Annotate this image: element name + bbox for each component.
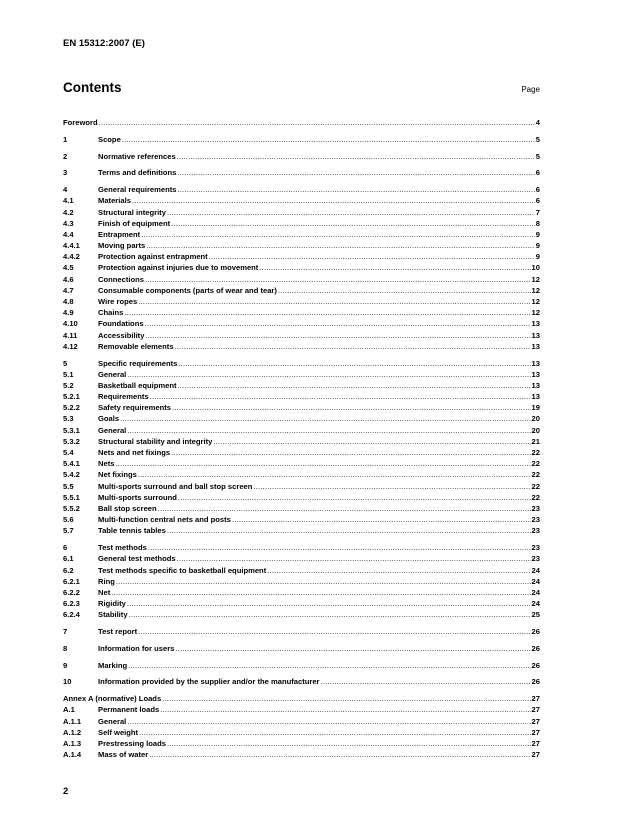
dot-leader: [127, 598, 531, 609]
toc-entry-number: 5.5.1: [63, 492, 80, 502]
toc-entry-number: 4.4: [63, 229, 74, 239]
dot-leader: [127, 369, 530, 380]
dot-leader: [177, 553, 531, 564]
dot-leader: [175, 341, 531, 352]
dot-leader: [116, 576, 531, 587]
toc-entry-page: 5: [535, 134, 540, 144]
toc-entry-title: Multi-sports surround: [98, 492, 177, 502]
toc-entry-title: Multi-sports surround and ball stop screen: [98, 481, 253, 491]
toc-entry-number: 5.4.1: [63, 459, 80, 469]
toc-entry-number: 6.2: [63, 565, 74, 575]
toc-entry-title: Removable elements: [98, 341, 174, 351]
toc-entry-title: Safety requirements: [98, 403, 172, 413]
toc-entry-page: 23: [531, 503, 540, 513]
toc-entry-title: Foundations: [98, 319, 144, 329]
toc-entry[interactable]: [63, 330, 540, 341]
toc-entry-title: Structural integrity: [98, 207, 166, 217]
toc-entry[interactable]: [63, 514, 540, 525]
toc-entry-number: 10: [63, 677, 72, 687]
toc-entry-title: General: [98, 716, 127, 726]
toc-entry-number: 4.10: [63, 319, 78, 329]
toc-entry-title: Ring: [98, 576, 115, 586]
dot-leader: [138, 626, 530, 637]
toc-entry-page: 20: [531, 414, 540, 424]
toc-entry-page: 25: [531, 610, 540, 620]
toc-entry-title: Self weight: [98, 727, 139, 737]
toc-entry-title: General: [98, 369, 127, 379]
document-id: EN 15312:2007 (E): [63, 38, 145, 49]
toc-entry-page: 27: [531, 716, 540, 726]
toc-entry[interactable]: [63, 117, 540, 128]
dot-leader: [129, 609, 531, 620]
toc-entry-page: 21: [531, 436, 540, 446]
dot-leader: [213, 436, 530, 447]
toc-entry-number: 4.6: [63, 274, 74, 284]
toc-entry[interactable]: [63, 436, 540, 447]
toc-entry[interactable]: [63, 307, 540, 318]
dot-leader: [171, 218, 535, 229]
toc-entry-number: 4.12: [63, 341, 78, 351]
toc-entry[interactable]: [63, 274, 540, 285]
toc-entry[interactable]: [63, 318, 540, 329]
toc-entry-title: Finish of equipment: [98, 218, 171, 228]
toc-entry-page: 10: [531, 263, 540, 273]
toc-entry-page: 20: [531, 425, 540, 435]
toc-entry[interactable]: [63, 447, 540, 458]
dot-leader: [278, 285, 531, 296]
dot-leader: [167, 738, 531, 749]
toc-entry-title: Net: [98, 587, 111, 597]
toc-entry-title: Structural stability and integrity: [98, 436, 213, 446]
toc-entry-page: 19: [531, 403, 540, 413]
dot-leader: [111, 587, 530, 598]
toc-entry-number: 4: [63, 185, 68, 195]
toc-entry-page: 5: [535, 151, 540, 161]
dot-leader: [175, 643, 530, 654]
toc-entry-page: 27: [531, 705, 540, 715]
toc-entry[interactable]: [63, 738, 540, 749]
toc-entry-page: 22: [531, 492, 540, 502]
toc-entry-page: 12: [531, 297, 540, 306]
dot-leader: [160, 704, 530, 715]
toc-entry-title: Scope: [98, 134, 121, 144]
toc-entry-number: 6.2.1: [63, 576, 80, 586]
toc-entry-number: 3: [63, 168, 68, 178]
toc-entry[interactable]: [63, 503, 540, 514]
toc-entry-number: A.1.2: [63, 727, 82, 737]
toc-entry[interactable]: [63, 195, 540, 206]
toc-entry-page: 6: [535, 168, 540, 178]
toc-entry[interactable]: [63, 229, 540, 240]
toc-entry[interactable]: [63, 525, 540, 536]
toc-entry-title: Materials: [98, 196, 131, 206]
toc-entry[interactable]: [63, 391, 540, 402]
toc-entry-page: 13: [531, 369, 540, 379]
toc-entry[interactable]: [63, 576, 540, 587]
toc-entry-number: A.1.4: [63, 750, 82, 760]
toc-entry-page: 24: [531, 587, 540, 597]
toc-entry-number: 4.7: [63, 285, 74, 295]
dot-leader: [145, 318, 531, 329]
toc-entry[interactable]: [63, 704, 540, 715]
dot-leader: [167, 207, 535, 218]
toc-entry[interactable]: [63, 716, 540, 727]
dot-leader: [167, 525, 531, 536]
toc-entry-title: General requirements: [98, 185, 177, 195]
toc-entry-page: 22: [531, 470, 540, 480]
toc-entry-number: A.1.3: [63, 738, 82, 748]
toc-entry-title: General: [98, 425, 127, 435]
toc-entry[interactable]: [63, 296, 540, 307]
toc-entry[interactable]: [63, 425, 540, 436]
dot-leader: [99, 117, 535, 128]
dot-leader: [253, 481, 530, 492]
toc-entry-title: Prestressing loads: [98, 738, 166, 748]
dot-leader: [138, 296, 530, 307]
toc-entry-number: 4.2: [63, 207, 74, 217]
toc-entry-page: 22: [531, 481, 540, 491]
dot-leader: [138, 469, 531, 480]
dot-leader: [132, 195, 535, 206]
toc-entry-number: 5.6: [63, 515, 74, 525]
toc-entry-title: Normative references: [98, 151, 176, 161]
toc-entry-page: 8: [535, 218, 540, 228]
toc-entry-number: 5.2.1: [63, 392, 80, 402]
toc-entry-title: Mass of water: [98, 750, 149, 760]
toc-entry[interactable]: [63, 151, 540, 162]
toc-entry-page: 24: [531, 599, 540, 609]
toc-entry-number: 5.4.2: [63, 470, 80, 480]
toc-entry-page: 27: [531, 738, 540, 748]
toc-entry-title: Protection against entrapment: [98, 252, 208, 262]
dot-leader: [141, 229, 535, 240]
toc-entry-number: 8: [63, 643, 68, 653]
toc-entry-number: 5.3.2: [63, 436, 80, 446]
toc-entry[interactable]: [63, 492, 540, 503]
toc-entry[interactable]: [63, 207, 540, 218]
page-number: 2: [63, 786, 69, 797]
toc-entry[interactable]: [63, 749, 540, 760]
toc-entry[interactable]: [63, 693, 540, 704]
dot-leader: [139, 727, 530, 738]
dot-leader: [150, 391, 531, 402]
toc-entry-number: 6.2.2: [63, 587, 80, 597]
toc-entry[interactable]: [63, 598, 540, 609]
toc-entry-page: 4: [535, 118, 540, 127]
toc-entry-number: A.1: [63, 705, 75, 715]
dot-leader: [124, 307, 530, 318]
toc-entry-page: 12: [531, 274, 540, 284]
toc-entry-page: 22: [531, 459, 540, 469]
page-title: Contents: [63, 80, 122, 95]
toc-entry-title: Net fixings: [98, 470, 137, 480]
toc-entry-number: 4.1: [63, 196, 74, 206]
toc-entry-page: 6: [535, 185, 540, 195]
table-of-contents: [63, 117, 540, 760]
toc-entry-page: 13: [531, 330, 540, 340]
toc-entry-number: 5.5.2: [63, 503, 80, 513]
toc-entry[interactable]: [63, 676, 540, 687]
toc-entry-page: 13: [531, 392, 540, 402]
toc-entry-page: 23: [531, 526, 540, 536]
dot-leader: [232, 514, 531, 525]
toc-entry[interactable]: [63, 358, 540, 369]
toc-entry[interactable]: [63, 341, 540, 352]
toc-entry-title: Consumable components (parts of wear and tear): [98, 285, 277, 295]
dot-leader: [120, 413, 530, 424]
toc-entry[interactable]: [63, 184, 540, 195]
toc-entry[interactable]: [63, 251, 540, 262]
toc-entry-page: 23: [531, 554, 540, 564]
toc-entry-title: Entrapment: [98, 229, 141, 239]
dot-leader: [115, 458, 530, 469]
dot-leader: [259, 262, 530, 273]
toc-entry-page: 12: [531, 308, 540, 318]
dot-leader: [128, 660, 530, 671]
toc-entry-title: Requirements: [98, 392, 149, 402]
toc-entry-page: 26: [531, 677, 540, 687]
toc-entry[interactable]: [63, 167, 540, 178]
dot-leader: [158, 503, 531, 514]
toc-entry-title: Annex A (normative) Loads: [63, 694, 162, 704]
toc-entry[interactable]: [63, 134, 540, 145]
toc-entry-title: General test methods: [98, 554, 176, 564]
toc-entry[interactable]: [63, 380, 540, 391]
toc-entry-title: Specific requirements: [98, 358, 178, 368]
toc-entry-page: 6: [535, 196, 540, 206]
toc-entry-page: 9: [535, 252, 540, 262]
toc-entry-number: 6: [63, 543, 68, 553]
toc-entry[interactable]: [63, 587, 540, 598]
toc-entry[interactable]: [63, 481, 540, 492]
toc-entry[interactable]: [63, 626, 540, 637]
toc-entry-number: 5.1: [63, 369, 74, 379]
toc-entry-number: 4.4.2: [63, 252, 80, 262]
toc-entry-title: Marking: [98, 660, 128, 670]
toc-entry-title: Foreword: [63, 118, 98, 127]
toc-entry-number: 2: [63, 151, 68, 161]
toc-entry-number: 4.9: [63, 308, 74, 318]
toc-entry-title: Test methods specific to basketball equipment: [98, 565, 267, 575]
toc-entry-title: Nets and net fixings: [98, 448, 171, 458]
dot-leader: [178, 184, 535, 195]
toc-entry-title: Wire ropes: [98, 297, 138, 306]
toc-entry-number: 5.4: [63, 448, 74, 458]
toc-entry[interactable]: [63, 609, 540, 620]
toc-entry[interactable]: [63, 402, 540, 413]
toc-entry-number: 1: [63, 134, 68, 144]
toc-entry-number: 5: [63, 358, 68, 368]
toc-entry[interactable]: [63, 240, 540, 251]
toc-entry-page: 26: [531, 643, 540, 653]
dot-leader: [127, 425, 530, 436]
toc-entry-number: 9: [63, 660, 68, 670]
dot-leader: [127, 716, 530, 727]
toc-entry-page: 12: [531, 285, 540, 295]
dot-leader: [148, 542, 531, 553]
dot-leader: [209, 251, 535, 262]
toc-entry-title: Protection against injuries due to movement: [98, 263, 259, 273]
dot-leader: [321, 676, 531, 687]
toc-entry-number: 4.4.1: [63, 241, 80, 251]
toc-entry-page: 24: [531, 565, 540, 575]
toc-entry-number: 6.1: [63, 554, 74, 564]
toc-entry-page: 13: [531, 358, 540, 368]
toc-entry[interactable]: [63, 413, 540, 424]
dot-leader: [146, 240, 535, 251]
toc-entry-page: 23: [531, 543, 540, 553]
dot-leader: [172, 402, 531, 413]
toc-entry-page: 27: [531, 694, 540, 704]
toc-entry-title: Nets: [98, 459, 115, 469]
toc-entry-number: 5.3.1: [63, 425, 80, 435]
page-column-label: Page: [521, 85, 540, 94]
toc-entry-title: Moving parts: [98, 241, 146, 251]
toc-entry-title: Goals: [98, 414, 120, 424]
dot-leader: [267, 565, 530, 576]
toc-entry-number: 6.2.3: [63, 599, 80, 609]
toc-entry-page: 26: [531, 627, 540, 637]
toc-entry-title: Test report: [98, 627, 138, 637]
toc-entry-number: 4.11: [63, 330, 78, 340]
toc-entry-number: 4.3: [63, 218, 74, 228]
dot-leader: [149, 749, 530, 760]
toc-entry[interactable]: [63, 553, 540, 564]
toc-entry-number: 4.8: [63, 297, 74, 306]
toc-entry-page: 24: [531, 576, 540, 586]
toc-entry-page: 9: [535, 229, 540, 239]
toc-entry-page: 27: [531, 727, 540, 737]
toc-entry-number: 5.2: [63, 380, 74, 390]
toc-entry[interactable]: [63, 458, 540, 469]
toc-entry-number: 5.2.2: [63, 403, 80, 413]
toc-entry-page: 26: [531, 660, 540, 670]
toc-entry-title: Ball stop screen: [98, 503, 157, 513]
toc-entry-number: 5.3: [63, 414, 74, 424]
dot-leader: [178, 492, 531, 503]
dot-leader: [178, 358, 530, 369]
toc-entry-title: Information provided by the supplier and/or the manufacturer: [98, 677, 320, 687]
toc-entry-number: 5.5: [63, 481, 74, 491]
toc-entry-title: Information for users: [98, 643, 175, 653]
dot-leader: [171, 447, 530, 458]
toc-entry-title: Terms and definitions: [98, 168, 177, 178]
toc-entry-title: Accessibility: [98, 330, 145, 340]
toc-entry-number: 5.7: [63, 526, 74, 536]
toc-entry[interactable]: [63, 727, 540, 738]
toc-entry[interactable]: [63, 469, 540, 480]
toc-entry-page: 23: [531, 515, 540, 525]
toc-entry-title: Stability: [98, 610, 128, 620]
toc-entry-title: Connections: [98, 274, 144, 284]
toc-entry[interactable]: [63, 660, 540, 671]
toc-entry-page: 13: [531, 319, 540, 329]
toc-entry-page: 9: [535, 241, 540, 251]
toc-entry[interactable]: [63, 218, 540, 229]
toc-entry[interactable]: [63, 542, 540, 553]
toc-entry[interactable]: [63, 643, 540, 654]
toc-entry-title: Chains: [98, 308, 124, 318]
dot-leader: [145, 274, 531, 285]
toc-entry-title: Permanent loads: [98, 705, 160, 715]
toc-entry-title: Table tennis tables: [98, 526, 166, 536]
toc-entry-page: 7: [535, 207, 540, 217]
toc-entry-title: Rigidity: [98, 599, 126, 609]
toc-entry-number: 6.2.4: [63, 610, 80, 620]
toc-entry-title: Multi-function central nets and posts: [98, 515, 231, 525]
toc-entry-page: 27: [531, 750, 540, 760]
dot-leader: [178, 380, 531, 391]
dot-leader: [122, 134, 535, 145]
dot-leader: [177, 151, 535, 162]
toc-entry[interactable]: [63, 285, 540, 296]
toc-entry-number: 4.5: [63, 263, 74, 273]
dot-leader: [177, 167, 534, 178]
toc-entry-title: Test methods: [98, 543, 147, 553]
dot-leader: [162, 693, 530, 704]
toc-entry-title: Basketball equipment: [98, 380, 177, 390]
toc-entry-page: 22: [531, 448, 540, 458]
toc-entry-number: 7: [63, 627, 68, 637]
toc-entry[interactable]: [63, 369, 540, 380]
toc-entry[interactable]: [63, 565, 540, 576]
toc-entry-number: A.1.1: [63, 716, 82, 726]
toc-entry-page: 13: [531, 341, 540, 351]
dot-leader: [145, 330, 530, 341]
toc-entry[interactable]: [63, 262, 540, 273]
toc-entry-page: 13: [531, 380, 540, 390]
